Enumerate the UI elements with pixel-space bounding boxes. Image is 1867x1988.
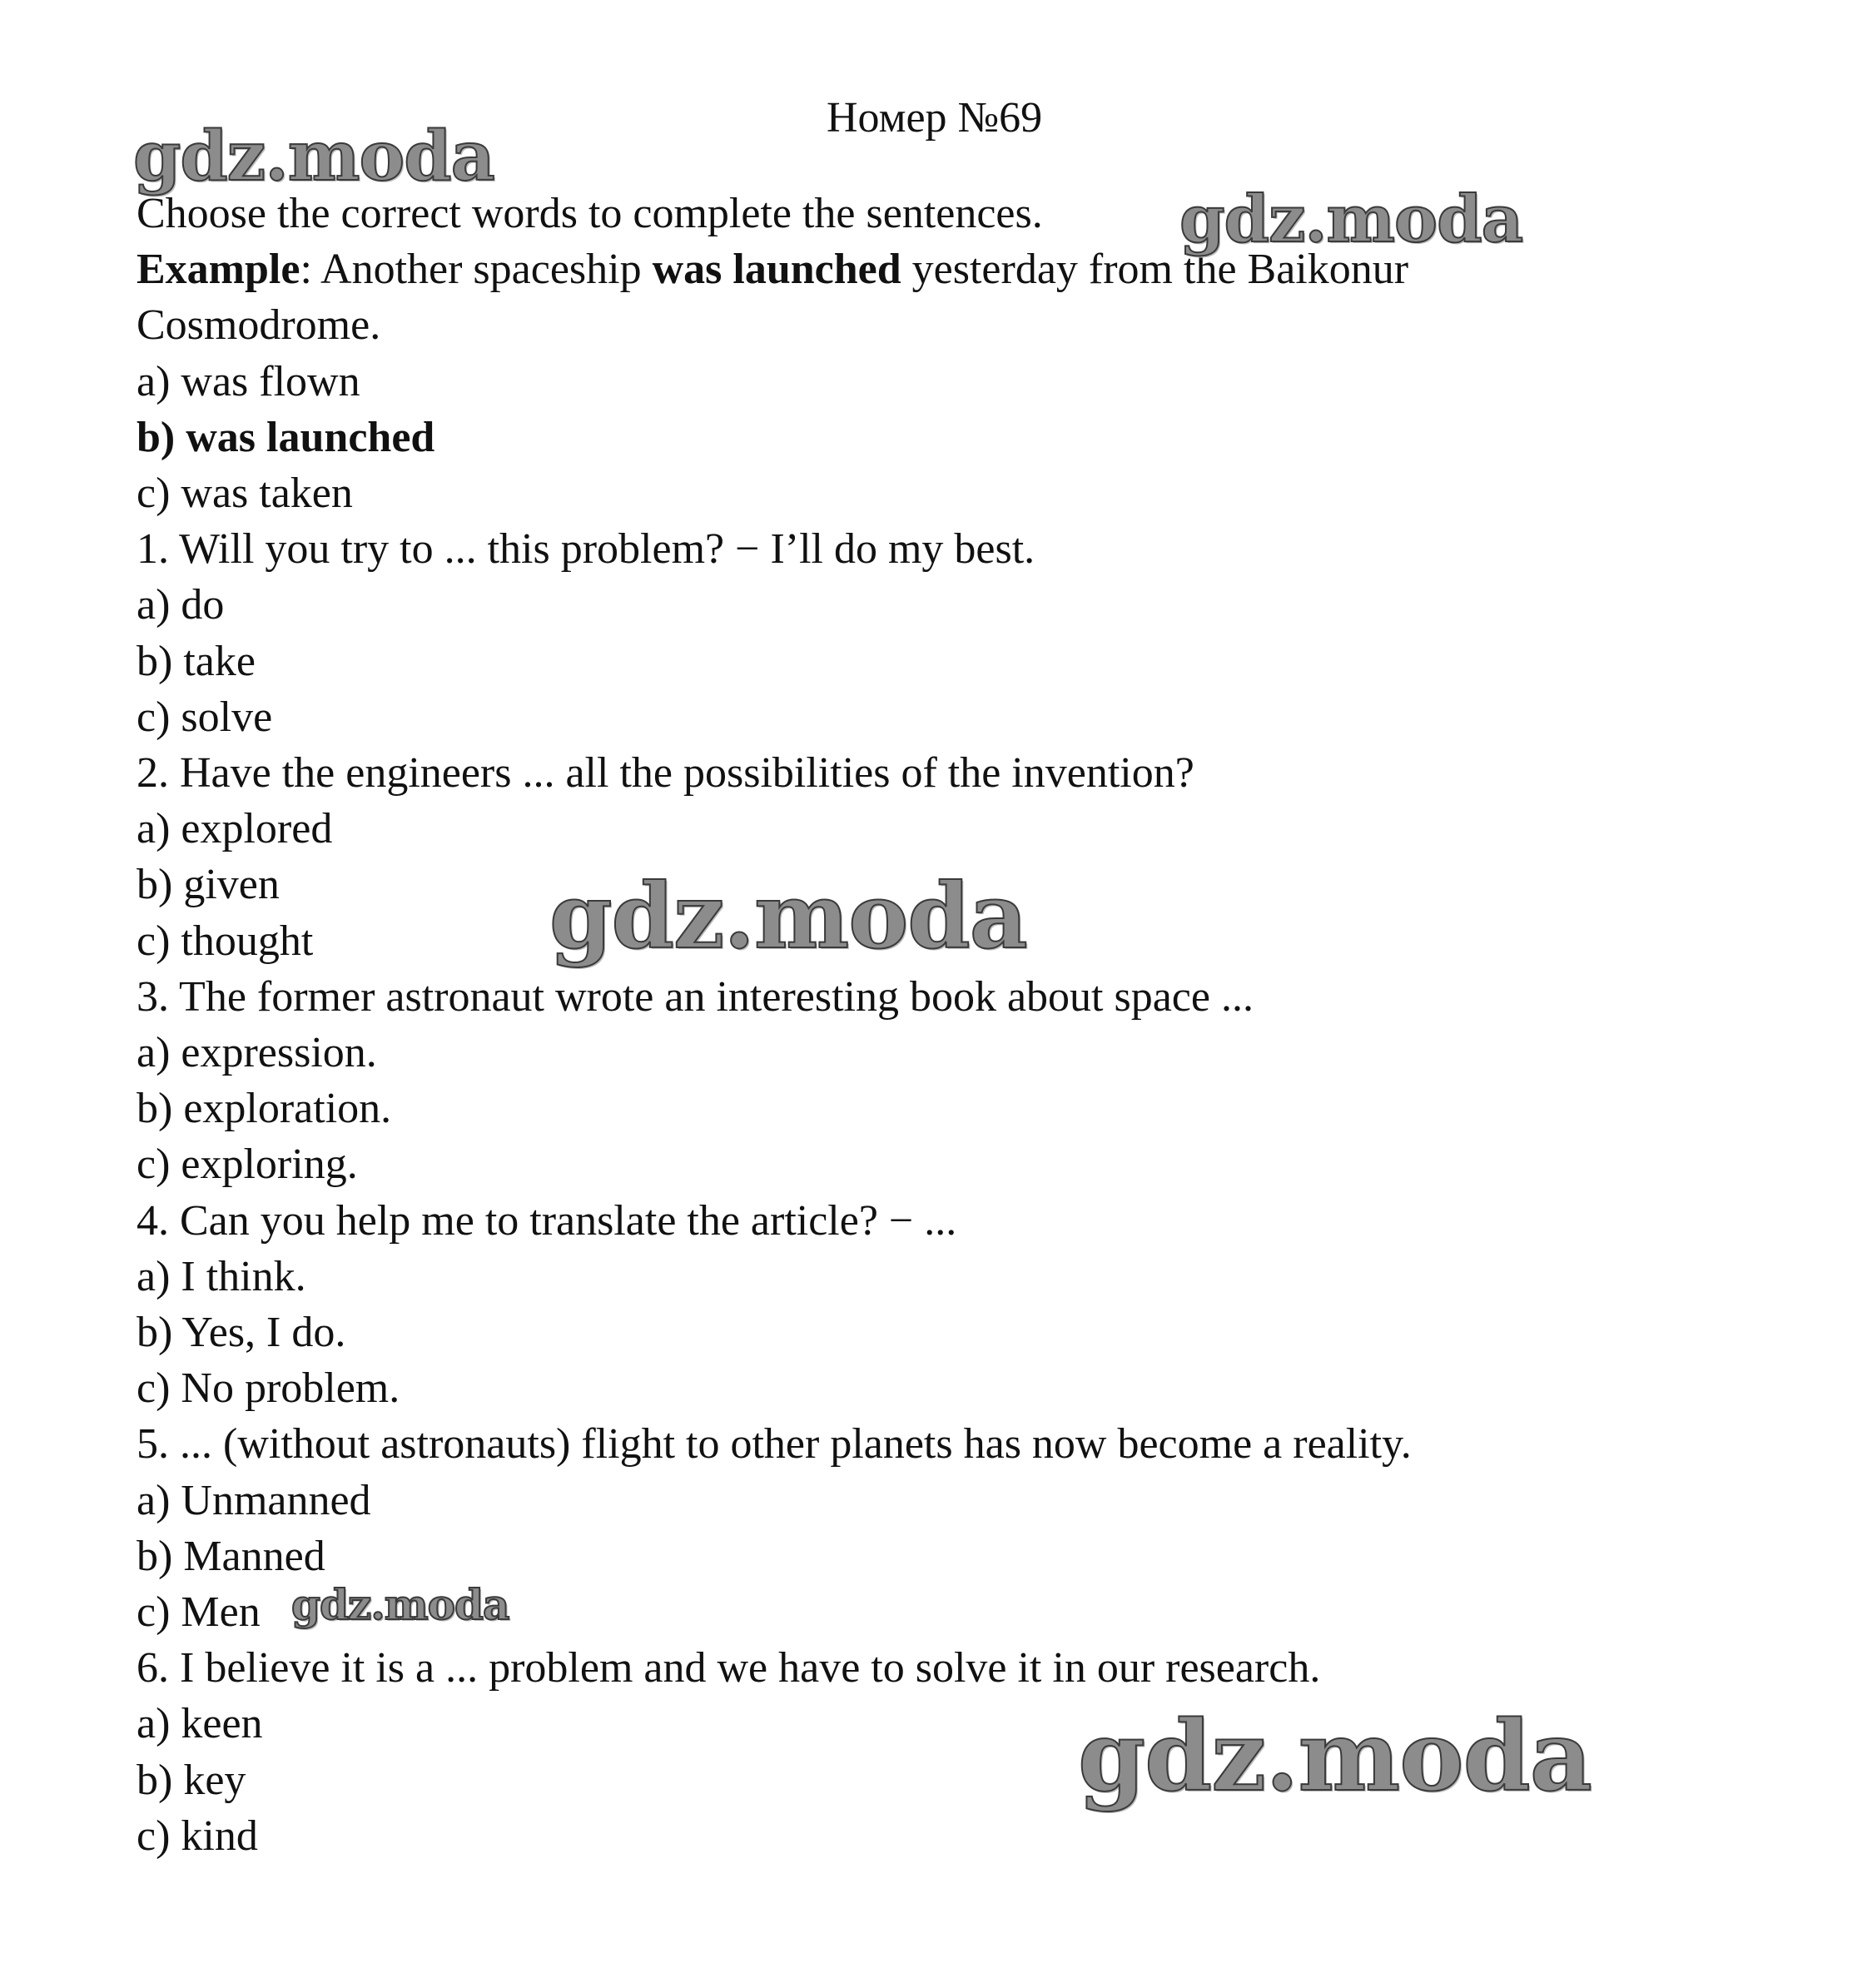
watermark-logo: gdz.moda [549, 864, 1027, 969]
answer-option: b) exploration. [137, 1085, 392, 1133]
example-option: a) was flown [137, 357, 360, 405]
answer-option: a) I think. [137, 1252, 306, 1300]
answer-option: a) keen [137, 1700, 263, 1748]
answer-option: a) Unmanned [137, 1476, 371, 1524]
answer-option: c) No problem. [137, 1364, 400, 1413]
example-option: c) was taken [137, 470, 353, 518]
instruction: Choose the correct words to complete the sentences. [137, 190, 1043, 237]
example-after: yesterday from the Baikonur [901, 246, 1409, 294]
example-label: Example [137, 246, 300, 294]
watermark-logo: gdz.moda [1179, 181, 1523, 257]
answer-option: c) solve [137, 693, 273, 741]
watermark-logo: gdz.moda [133, 117, 494, 196]
answer-option: b) Yes, I do. [137, 1309, 346, 1357]
answer-option: c) kind [137, 1812, 258, 1860]
answer-option: b) Manned [137, 1532, 325, 1580]
example-option-correct [137, 410, 1768, 465]
question-2: 2. Have the engineers ... all the possibilities of the invention? [137, 749, 1194, 798]
answer-option: a) explored [137, 805, 333, 853]
answer-option: c) exploring. [137, 1141, 358, 1189]
question-5: 5. ... (without astronauts) flight to other planets has now become a reality. [137, 1420, 1412, 1469]
answer-option: a) expression. [137, 1029, 377, 1077]
example-continuation: Cosmodrome. [137, 301, 381, 350]
page-title: Номер №69 [827, 94, 1043, 142]
question-6: 6. I believe it is a ... problem and we have to solve it in our research. [137, 1644, 1321, 1692]
watermark-logo: gdz.moda [291, 1580, 509, 1629]
example-sep: : [300, 246, 321, 294]
answer-option: b) take [137, 637, 256, 685]
answer-option: c) Men [137, 1588, 261, 1637]
answer-option: c) thought [137, 917, 314, 965]
answer-option: b) given [137, 861, 280, 909]
example-before: Another spaceship [320, 246, 653, 294]
answer-option: b) key [137, 1756, 246, 1804]
watermark-logo: gdz.moda [1078, 1700, 1591, 1813]
answer-option: a) do [137, 581, 225, 629]
question-4: 4. Can you help me to translate the article? − ... [137, 1196, 957, 1245]
example-answer: was launched [652, 246, 901, 294]
question-1: 1. Will you try to ... this problem? − I’ll do my best. [137, 525, 1035, 574]
example-sentence [137, 241, 1768, 297]
example-correct-answer: b) was launched [137, 413, 435, 461]
question-3: 3. The former astronaut wrote an interesting book about space ... [137, 972, 1254, 1021]
